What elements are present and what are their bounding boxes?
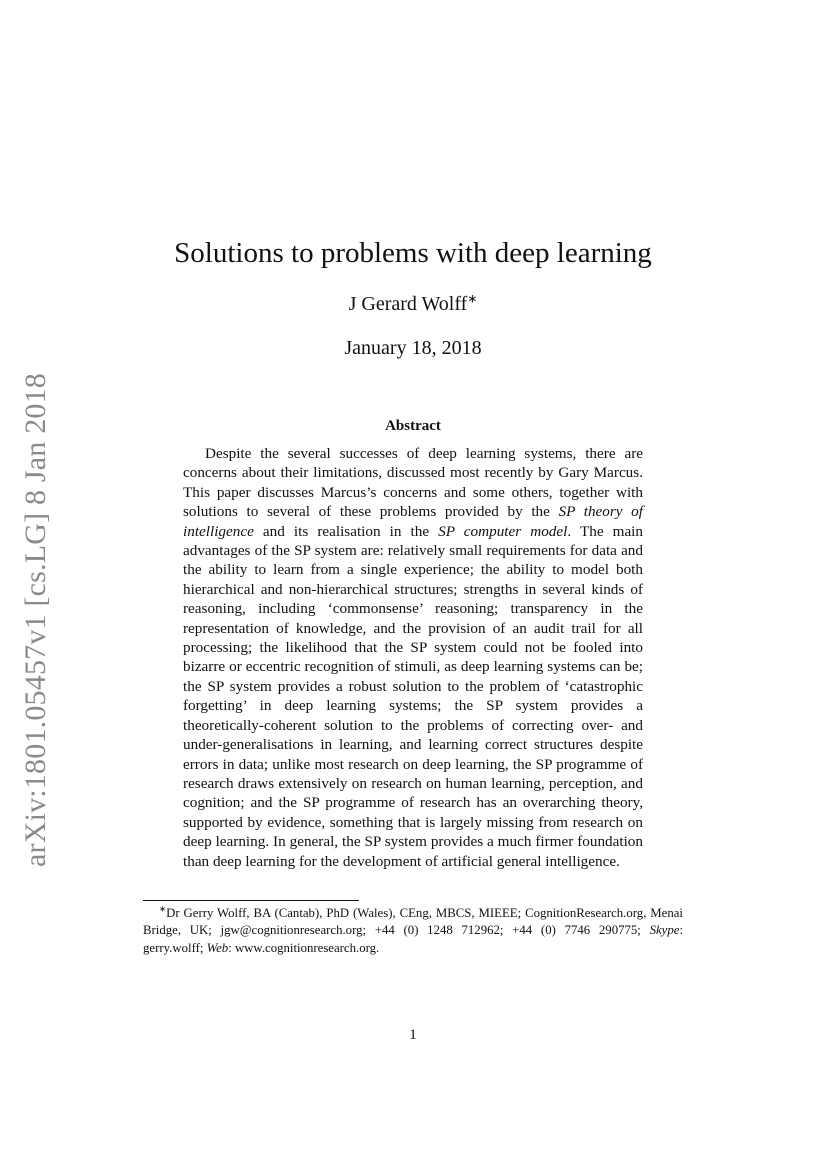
abstract-text-part-2: and its realisation in the (253, 522, 439, 540)
arxiv-identifier-text: arXiv:1801.05457v1 [cs.LG] 8 Jan 2018 (19, 373, 52, 867)
author-footnote (143, 905, 683, 957)
footnote-text: Dr Gerry Wolff, BA (Cantab), PhD (Wales), CEng, MBCS, MIEEE; CognitionResearch.org, Menai Bridge, UK; jgw@cognitionresearch.org; +44 (0) 1248 712962; +44 (0) 7746 290775; (143, 906, 683, 938)
abstract-emphasis-sp-theory: SP theory of intelligence (183, 503, 643, 540)
paper-title: Solutions to problems with deep learning (174, 237, 652, 269)
abstract-text-part-1: Despite the several successes of deep learning systems, there are concerns about their limitations, discussed most recently by Gary Marcus. This paper discusses Marcus’s concerns and some others, together with solutions to several of these problems provided by the (183, 445, 643, 521)
author-footnote-mark: ∗ (467, 291, 478, 306)
author-name: J Gerard Wolff (348, 293, 468, 315)
footnote-web-value: : www.cognitionresearch.org. (228, 940, 380, 955)
abstract-heading: Abstract (385, 418, 441, 434)
author-line (0, 292, 826, 316)
page-number: 1 (409, 1027, 417, 1043)
footnote-mark: ∗ (159, 903, 167, 914)
abstract-emphasis-sp-model: SP computer model (438, 522, 568, 540)
footnote-skype-label: Skype (649, 923, 680, 938)
footnote-skype-value: : gerry.wolff; (143, 923, 683, 955)
abstract-text-part-3: . The main advantages of the SP system are: relatively small requirements for data and the ability to learn from a single experience; the ability to model both hierarchical and non-hierarchical structures; strengths in several kinds of reasoning, including ‘commonsense’ reasoning; transparency in the representation of knowledge, and the provision of an audit trail for all processing; the likelihood that the SP system could not be fooled into bizarre or eccentric recognition of stimuli, as deep learning systems can be; the SP system provides a robust solution to the problem of ‘catastrophic forgetting’ in deep learning systems; the SP system provides a theoretically-coherent solution to the problems of correcting over- and under-generalisations in learning, and learning correct structures despite errors in data; unlike most research on deep learning, the SP programme of research draws extensively on research on human learning, perception, and cognition; and the SP programme of research has an overarching theory, supported by evidence, something that is largely missing from research on deep learning. In general, the SP system provides a much firmer foundation than deep learning for the development of artificial general intelligence. (183, 522, 643, 870)
abstract-body (183, 444, 643, 871)
paper-date: January 18, 2018 (344, 337, 482, 359)
footnote-rule (143, 900, 359, 901)
footnote-web-label: Web (206, 940, 229, 955)
